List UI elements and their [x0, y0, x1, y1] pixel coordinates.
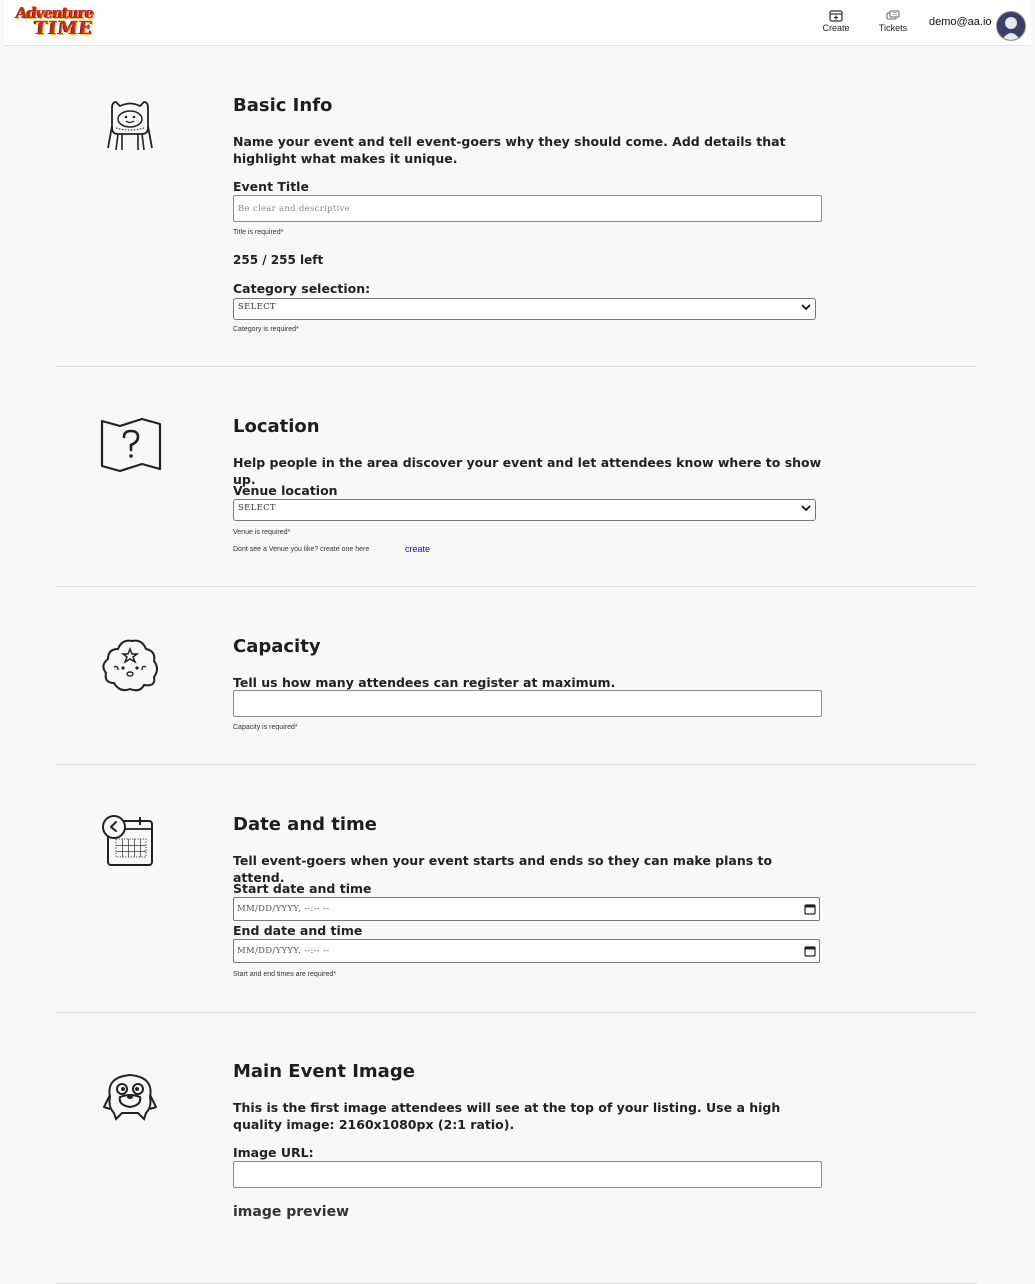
location-section: [56, 367, 977, 587]
calendar-icon[interactable]: [804, 903, 816, 915]
main-image-title: Main Event Image: [233, 1061, 415, 1082]
main-image-description: This is the first image attendees will see at the top of your listing. Use a high quality image: 2160x1080px (2:1 ratio).: [233, 1100, 781, 1132]
finn-icon: [100, 98, 160, 153]
capacity-error: Capacity is required*: [233, 724, 298, 731]
basic-info-section: [56, 46, 977, 367]
image-url-label: Image URL:: [233, 1145, 314, 1160]
event-title-input[interactable]: [233, 195, 822, 222]
start-datetime-value: MM/DD/YYYY, --:-- --: [237, 904, 330, 914]
lumpy-space-princess-icon: [100, 637, 160, 695]
calendar-icon[interactable]: [804, 945, 816, 957]
create-button[interactable]: [814, 10, 858, 40]
date-time-title: Date and time: [233, 814, 378, 835]
time-error: Start and end times are required*: [233, 971, 337, 978]
end-datetime-input[interactable]: [233, 939, 820, 963]
capacity-section: [56, 587, 977, 765]
venue-error: Venue is required*: [233, 529, 291, 536]
top-navbar: [4, 0, 1031, 46]
create-label: Create: [822, 23, 850, 33]
end-datetime-value: MM/DD/YYYY, --:-- --: [237, 946, 330, 956]
category-select[interactable]: [233, 298, 816, 320]
jake-icon: [100, 1067, 160, 1123]
chevron-down-icon: [801, 503, 811, 513]
tickets-icon: [886, 10, 900, 22]
user-email[interactable]: demo@aa.io: [929, 16, 992, 28]
create-venue-link[interactable]: create: [405, 544, 431, 554]
user-avatar-icon: [997, 12, 1025, 40]
location-description: Help people in the area discover your event and let attendees know where to show up.: [233, 455, 822, 487]
end-datetime-label: End date and time: [233, 923, 363, 938]
map-icon: [100, 417, 162, 475]
image-url-input[interactable]: [233, 1161, 822, 1188]
adventure-time-logo[interactable]: [12, 4, 95, 39]
logo-text-bottom: TIME: [32, 18, 95, 39]
venue-hint: Dont see a Venue you like? create one here: [233, 546, 370, 553]
location-title: Location: [233, 416, 320, 437]
date-time-section: [56, 765, 977, 1013]
user-avatar[interactable]: [996, 11, 1026, 41]
capacity-input[interactable]: [233, 690, 822, 717]
image-preview-label: image preview: [233, 1204, 349, 1220]
main-image-section: [56, 1013, 977, 1284]
logo-text-top: Adventure: [15, 4, 95, 22]
calendar-plus-icon: [829, 10, 843, 22]
venue-select[interactable]: [233, 499, 816, 521]
venue-label: Venue location: [233, 483, 338, 498]
category-label: Category selection:: [233, 281, 371, 296]
start-datetime-input[interactable]: [233, 897, 820, 921]
category-selected-value: SELECT: [238, 302, 276, 312]
chevron-down-icon: [801, 302, 811, 312]
tickets-label: Tickets: [878, 23, 908, 33]
event-title-label: Event Title: [233, 179, 309, 194]
capacity-description: Tell us how many attendees can register at maximum.: [233, 675, 616, 690]
date-time-description: Tell event-goers when your event starts and ends so they can make plans to attend.: [233, 853, 773, 885]
tickets-button[interactable]: [871, 10, 915, 40]
category-error: Category is required*: [233, 326, 299, 333]
basic-info-description: Name your event and tell event-goers why they should come. Add details that highlight what makes it unique.: [233, 134, 786, 166]
capacity-title: Capacity: [233, 636, 321, 657]
venue-selected-value: SELECT: [238, 503, 276, 513]
title-error: Title is required*: [233, 229, 284, 236]
calendar-clock-icon: [100, 815, 156, 867]
start-datetime-label: Start date and time: [233, 881, 372, 896]
title-char-count: 255 / 255 left: [233, 253, 324, 267]
basic-info-title: Basic Info: [233, 95, 333, 116]
